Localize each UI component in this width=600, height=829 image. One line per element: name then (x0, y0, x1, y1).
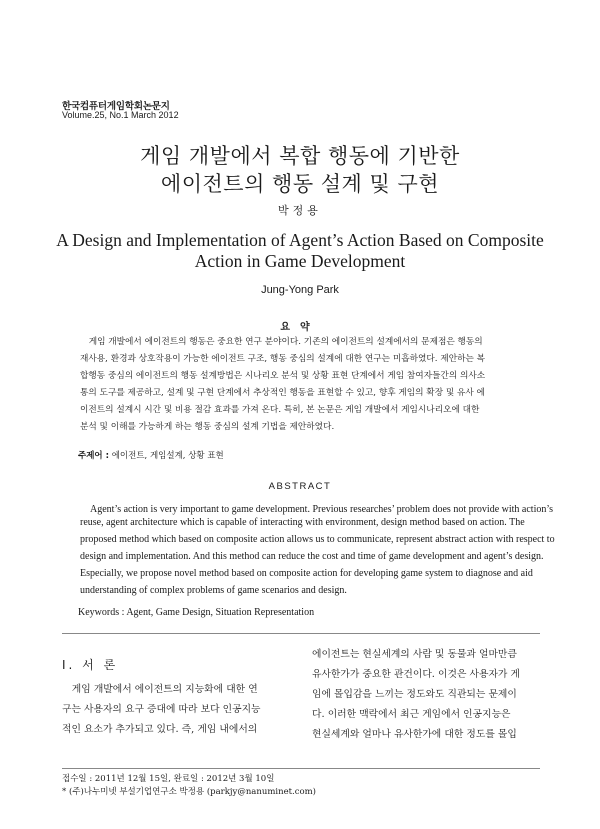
korean-keywords (78, 449, 224, 461)
journal-issue: Volume.25, No.1 March 2012 (62, 110, 179, 120)
korean-abstract-line: 재사용, 환경과 상호작용이 가능한 에이전트 구조, 행동 중심의 설계에 대한 연구는 미흡하였다. 제안하는 복 (80, 354, 486, 364)
english-abstract-line: Agent’s action is very important to game development. Previous researches’ problem does not provide with action’s (80, 504, 554, 515)
english-title-line-2: Action in Game Development (194, 251, 406, 271)
korean-abstract-line: 게임 개발에서 에이전트의 행동은 중요한 연구 분야이다. 기존의 에이전트의 설계에서의 문제점은 행동의 (80, 337, 483, 347)
korean-abstract-line: 이전트의 설계시 시간 및 비용 절감 효과를 가져 온다. 특히, 본 논문은 게임 개발에서 게임시나리오에 대한 (80, 405, 480, 415)
section-heading: Ⅰ. 서 론 (62, 658, 119, 672)
korean-author: 박정용 (278, 204, 322, 217)
english-abstract-line: reuse, agent architecture which is capable of interacting with environment, design method based on action. The (80, 517, 525, 528)
english-abstract-heading: ABSTRACT (268, 481, 332, 492)
section-divider (62, 633, 540, 634)
body-text-line: 유사한가가 중요한 관건이다. 이것은 사용자가 게 (312, 669, 520, 680)
journal-name: 한국컴퓨터게임학회논문지 (62, 101, 170, 112)
body-text-line: 에이전트는 현실세계의 사람 및 동물과 얼마만큼 (312, 649, 517, 660)
korean-abstract-line: 통의 도구를 제공하고, 설계 및 구현 단계에서 추상적인 행동을 표현할 수 있고, 향후 게임의 확장 및 유사 에 (80, 388, 485, 398)
english-abstract-line: design and implementation. And this method can reduce the cost and time of game development and agent’s design. (80, 551, 544, 562)
english-keywords: Keywords : Agent, Game Design, Situation Representation (78, 607, 315, 618)
english-abstract-line: proposed method which based on composite action allows us to communicate, represent abstract action with respect to (80, 534, 555, 545)
body-text-line: 다. 이러한 맥락에서 최근 게임에서 인공지능은 (312, 709, 511, 720)
body-text-line: 게임 개발에서 에이전트의 지능화에 대한 연 (62, 684, 258, 695)
body-text-line: 현실세계와 얼마나 유사한가에 대한 정도를 몰입 (312, 729, 517, 740)
footnote-affiliation: * (주)나누미넷 부설기업연구소 박정용 (parkjy@nanuminet.com) (62, 787, 316, 797)
korean-abstract-line: 분석 및 이해를 가능하게 하는 행동 중심의 설계 기법을 제안하였다. (80, 422, 335, 432)
footnote-dates: 접수일 : 2011년 12월 15일, 완료일 : 2012년 3월 10일 (62, 774, 275, 784)
korean-keywords-list: 에이전트, 게임설계, 상황 표현 (111, 451, 224, 461)
body-text-line: 임에 몰입감을 느끼는 정도와도 직관되는 문제이 (312, 689, 517, 700)
body-text-line: 구는 사용자의 요구 증대에 따라 보다 인공지능 (62, 704, 261, 715)
korean-keywords-label: 주제어 : (78, 451, 109, 461)
english-author: Jung-Yong Park (261, 284, 339, 296)
korean-abstract-line: 합행동 중심의 에이전트의 행동 설계방법은 시나리오 분석 및 상황 표현 단계에서 게임 참여자들간의 의사소 (80, 371, 486, 381)
korean-abstract-heading: 요약 (280, 322, 320, 333)
english-abstract-line: Especially, we propose novel method based on composite action for developing game system to diagnose and aid (80, 568, 533, 579)
english-abstract-line: understanding of complex problems of game scenarios and design. (80, 585, 347, 596)
body-column-left (62, 680, 290, 740)
korean-title-line-2: 에이전트의 행동 설계 및 구현 (160, 172, 440, 196)
korean-title-line-1: 게임 개발에서 복합 행동에 기반한 (140, 144, 460, 168)
footnote-divider (62, 768, 540, 769)
body-column-right (312, 645, 540, 745)
body-text-line: 적인 요소가 추가되고 있다. 즉, 게임 내에서의 (62, 724, 258, 735)
english-title-line-1: A Design and Implementation of Agent’s Action Based on Composite (56, 230, 544, 250)
